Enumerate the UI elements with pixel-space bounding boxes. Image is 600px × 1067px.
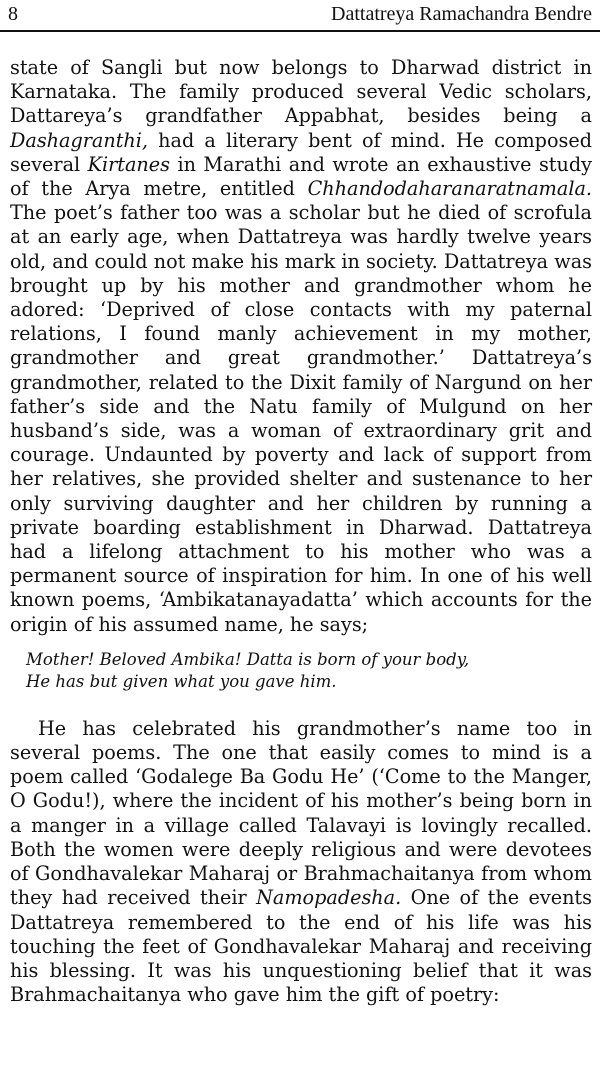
quote-line-2: He has but given what you gave him.: [26, 671, 337, 691]
text-run: One of the events Dattatreya remembered to the end of his life was his touching the feet of Gondhavalekar Maharaj and receiving his blessing. It was his unquestioning belief that it was Brahmachaitanya who gave him the gift of poetry:: [10, 886, 592, 1007]
italic-term: Chhandodaharanaratnamala.: [307, 177, 592, 201]
page-number: 8: [8, 3, 18, 25]
text-run: He has celebrated his grandmother’s name too in several poems. The one that easily comes to mind is a poem called ‘Godalege Ba Godu He’ (‘Come to the Manger, O Godu!), where the incident of his mother’s being born in a manger in a village called Talavayi is lovingly recalled. Both the women were deeply religious and were devotees of Gondhavalekar Maharaj or Brahmachaitanya from whom they had received their: [10, 716, 592, 910]
text-run: The poet’s father too was a scholar but he died of scrofula at an early age, when Dattatreya was hardly twelve years old, and could not make his mark in society. Dattatreya was brought up by his mother and grandmother whom he adored: ‘Deprived of close contacts with my paternal relations, I found manly achievement in my mother, grandmother and great grandmother.’ Dattatreya’s grandmother, related to the Dixit family of Nargund on her father’s side and the Natu family of Mulgund on her husband’s side, was a woman of extraordinary grit and courage. Undaunted by poverty and lack of support from her relatives, she provided shelter and sustenance to her only surviving daughter and her children by running a private boarding establishment in Dharwad. Dattatreya had a lifelong attachment to his mother who was a permanent source of inspiration for him. In one of his well known poems, ‘Ambikatanayadatta’ which accounts for the origin of his assumed name, he says;: [10, 201, 592, 636]
text-run: in Marathi and wrote an exhaustive study of the Arya metre, entitled: [10, 152, 592, 201]
paragraph-2: [10, 717, 592, 1007]
paragraph-1: [10, 56, 592, 637]
italic-term: Dashagranthi,: [10, 128, 149, 152]
running-header: [8, 2, 592, 28]
italic-term: Kirtanes: [87, 152, 170, 176]
block-quote: [26, 649, 592, 693]
text-run: had a literary bent of mind. He composed several: [10, 128, 592, 176]
header-rule: [0, 30, 600, 32]
italic-term: Namopadesha.: [256, 886, 402, 910]
body-text: [10, 56, 592, 1007]
quote-line-1: Mother! Beloved Ambika! Datta is born of your body,: [26, 649, 470, 669]
text-run: state of Sangli but now belongs to Dharwad district in Karnataka. The family produced several Vedic scholars, Dattareya’s grandfather Appabhat, besides being a: [10, 56, 592, 128]
running-title: Dattatreya Ramachandra Bendre: [331, 3, 592, 25]
